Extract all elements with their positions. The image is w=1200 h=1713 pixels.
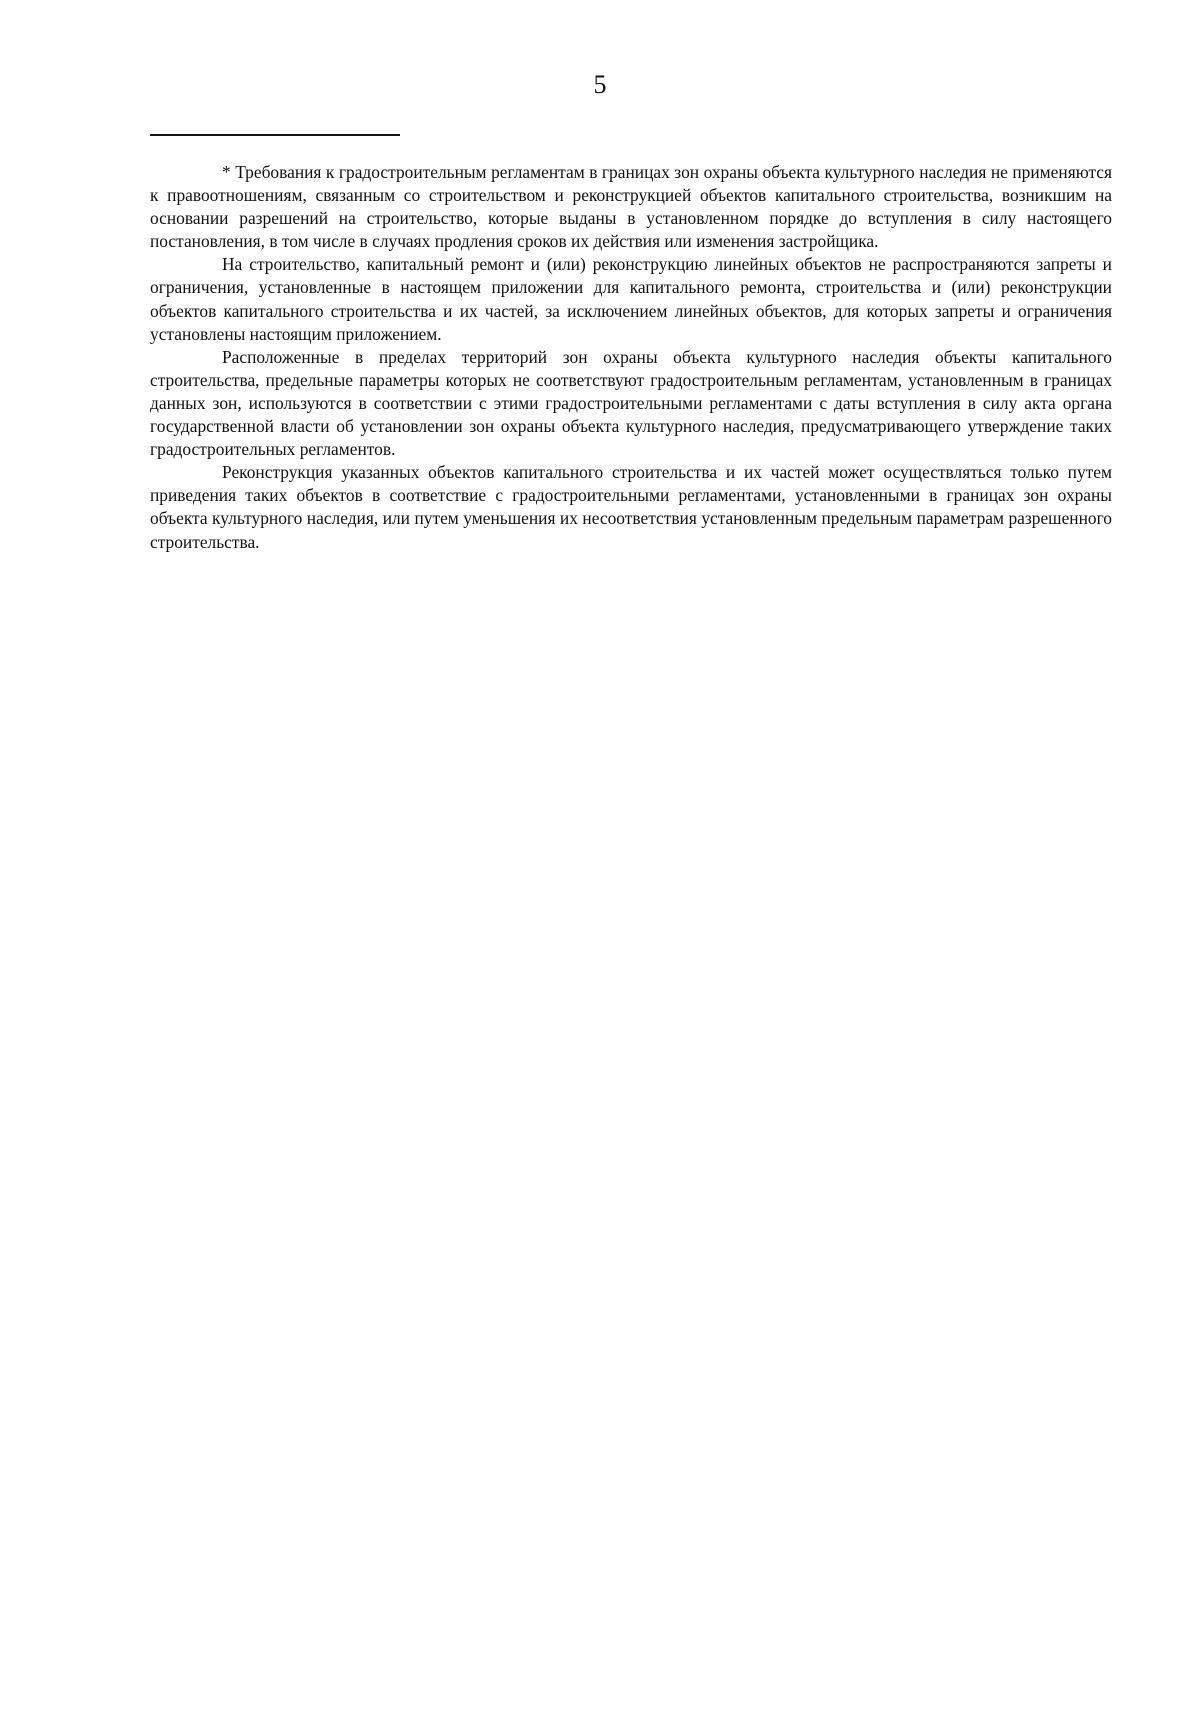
paragraph-existing-objects: Расположенные в пределах территорий зон охраны объекта культурного наследия объекты капитального строительства, предельные параметры которых не соответствуют градостроительным регламентам, установленным в границах данных зон, используются в соответствии с этими градостроительными регламентами с даты вступления в силу акта органа государственной власти об установлении зон охраны объекта культурного наследия, предусматривающего утверждение таких градостроительных регламентов.	[150, 346, 1112, 460]
paragraph-linear-objects: На строительство, капитальный ремонт и (или) реконструкцию линейных объектов не распространяются запреты и ограничения, установленные в настоящем приложении для капитального ремонта, строительства и (или) реконструкции объектов капитального строительства и их частей, за исключением линейных объектов, для которых запреты и ограничения установлены настоящим приложением.	[150, 254, 1112, 344]
paragraph-footnote-requirements: * Требования к градостроительным регламентам в границах зон охраны объекта культурного наследия не применяются к правоотношениям, связанным со строительством и реконструкцией объектов капитального строительства, возникшим на основании разрешений на строительство, которые выданы в установленном порядке до вступления в силу настоящего постановления, в том числе в случаях продления сроков их действия или изменения застройщика.	[150, 162, 1112, 252]
footnote-separator-line	[150, 134, 400, 136]
footnote-text	[150, 161, 1112, 554]
page-number: 5	[593, 70, 607, 99]
paragraph-reconstruction: Реконструкция указанных объектов капитального строительства и их частей может осуществляться только путем приведения таких объектов в соответствие с градостроительными регламентами, установленными в границах зон охраны объекта культурного наследия, или путем уменьшения их несоответствия установленным предельным параметрам разрешенного строительства.	[150, 462, 1112, 552]
